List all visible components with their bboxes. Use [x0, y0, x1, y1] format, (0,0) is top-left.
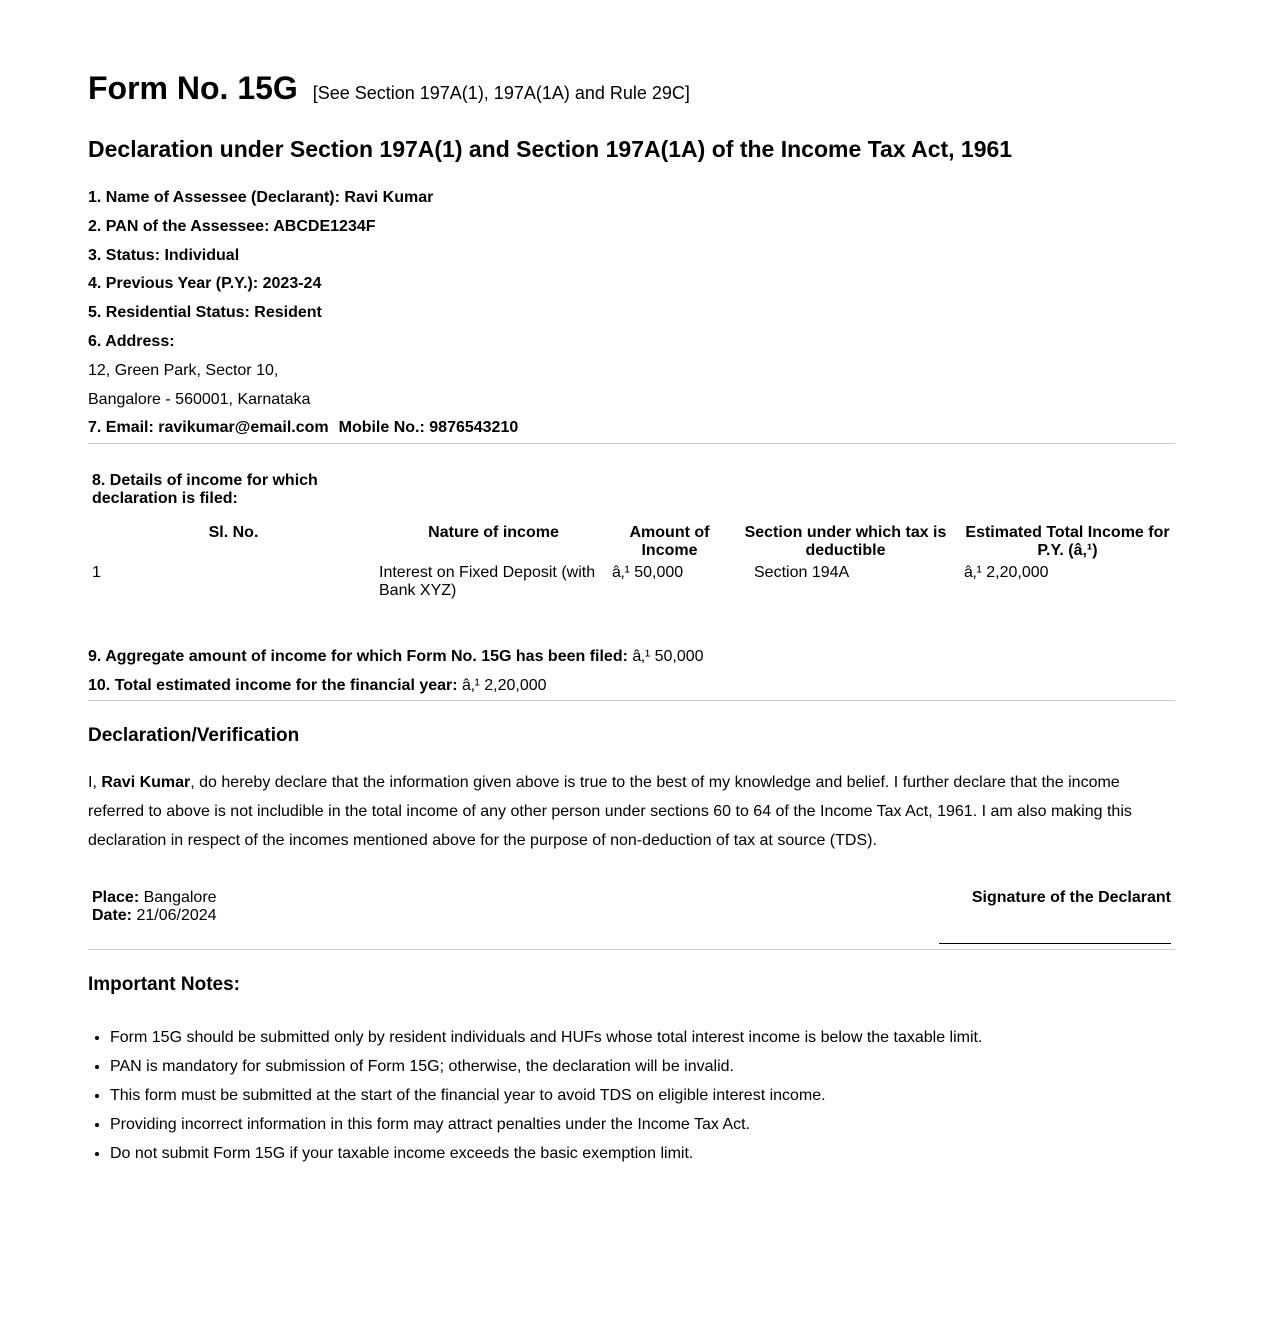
- field-pan: 2. PAN of the Assessee: ABCDE1234F: [88, 217, 376, 235]
- form-title: [88, 68, 1175, 108]
- cell-estimated-total: â‚¹ 2,20,000: [964, 564, 1049, 582]
- assessee-details: [88, 184, 1175, 443]
- notes-heading: Important Notes:: [88, 974, 240, 996]
- place-value: Bangalore: [143, 889, 217, 907]
- notes-list: [88, 1023, 1175, 1168]
- field-status: 3. Status: Individual: [88, 246, 240, 264]
- field-contact: [88, 414, 1175, 443]
- list-item: • Form 15G should be submitted only by resident individuals and HUFs whose total interest income is below the taxable limit.: [110, 1023, 1175, 1052]
- field-name: 1. Name of Assessee (Declarant): Ravi Kumar: [88, 189, 434, 206]
- caption-line-2: declaration is filed:: [92, 490, 238, 508]
- aggregate-income-label: 9. Aggregate amount of income for which Form No. 15G has been filed:: [88, 648, 628, 666]
- cell-sl-no: 1: [92, 564, 101, 582]
- place-line: [92, 889, 217, 907]
- column-header-sl-no: Sl. No.: [208, 524, 259, 542]
- date-value: 21/06/2024: [136, 907, 217, 925]
- signature-label: Signature of the Declarant: [971, 889, 1171, 907]
- date-label: Date:: [92, 907, 133, 925]
- verification-text: [88, 768, 1148, 855]
- caption-line-1: 8. Details of income for which: [92, 472, 318, 490]
- place-date: [92, 889, 217, 925]
- list-item: • PAN is mandatory for submission of Form 15G; otherwise, the declaration will be invalid.: [110, 1052, 1175, 1081]
- divider: [88, 700, 1175, 701]
- aggregate-section: [88, 642, 1175, 700]
- cell-nature: Interest on Fixed Deposit (with Bank XYZ): [379, 564, 596, 600]
- field-address-label: 6. Address:: [88, 332, 175, 350]
- income-table-caption: [88, 470, 379, 510]
- verification-heading: Declaration/Verification: [88, 725, 300, 747]
- divider: [88, 949, 1175, 950]
- cell-nature-wrap: [379, 562, 608, 602]
- declarant-name: Ravi Kumar: [101, 774, 191, 792]
- column-header-nature: Nature of income: [428, 524, 559, 542]
- table-header-row: [88, 522, 1175, 562]
- signature-block: [88, 889, 1175, 949]
- column-header-amount: Amount of Income: [629, 524, 710, 560]
- column-header-estimated-total: Estimated Total Income for P.Y. (â‚¹): [965, 524, 1170, 560]
- total-income-label: 10. Total estimated income for the financial year:: [88, 677, 458, 695]
- field-email: 7. Email: ravikumar@email.com: [88, 419, 329, 437]
- total-income-value: â‚¹ 2,20,000: [462, 677, 547, 695]
- address-line-1: 12, Green Park, Sector 10,: [88, 361, 279, 379]
- signature-line: [939, 943, 1171, 944]
- field-mobile: Mobile No.: 9876543210: [338, 419, 519, 437]
- list-item: • Do not submit Form 15G if your taxable income exceeds the basic exemption limit.: [110, 1139, 1175, 1168]
- field-previous-year: 4. Previous Year (P.Y.): 2023-24: [88, 275, 322, 293]
- table-row: [88, 562, 1175, 602]
- list-item: • This form must be submitted at the start of the financial year to avoid TDS on eligible interest income.: [110, 1081, 1175, 1110]
- aggregate-income-line: [88, 642, 1175, 671]
- total-income-line: [88, 671, 1175, 700]
- form-page: [88, 0, 1175, 1168]
- field-residential-status: 5. Residential Status: Resident: [88, 304, 322, 322]
- place-label: Place:: [92, 889, 140, 907]
- form-title-main: Form No. 15G: [88, 70, 298, 106]
- aggregate-income-value: â‚¹ 50,000: [632, 648, 704, 666]
- divider: [88, 443, 1175, 444]
- column-header-section: Section under which tax is deductible: [744, 524, 947, 560]
- list-item: • Providing incorrect information in this form may attract penalties under the Income Tax Act.: [110, 1110, 1175, 1139]
- form-title-subtitle: [See Section 197A(1), 197A(1A) and Rule 29C]: [312, 83, 690, 103]
- income-details-table: [88, 470, 1175, 602]
- cell-section: Section 194A: [754, 564, 850, 582]
- declaration-heading: Declaration under Section 197A(1) and Section 197A(1A) of the Income Tax Act, 1961: [88, 136, 1013, 162]
- verification-prefix: I,: [88, 774, 97, 792]
- verification-body: , do hereby declare that the information given above is true to the best of my knowledge and belief. I further declare that the income referred to above is not includible in the total income of any other person under sections 60 to 64 of the Income Tax Act, 1961. I am also making this declaration in respect of the incomes mentioned above for the purpose of non-deduction of tax at source (TDS).: [88, 774, 1132, 850]
- cell-amount: â‚¹ 50,000: [612, 564, 684, 582]
- date-line: [92, 907, 217, 925]
- address-line-2: Bangalore - 560001, Karnataka: [88, 390, 311, 408]
